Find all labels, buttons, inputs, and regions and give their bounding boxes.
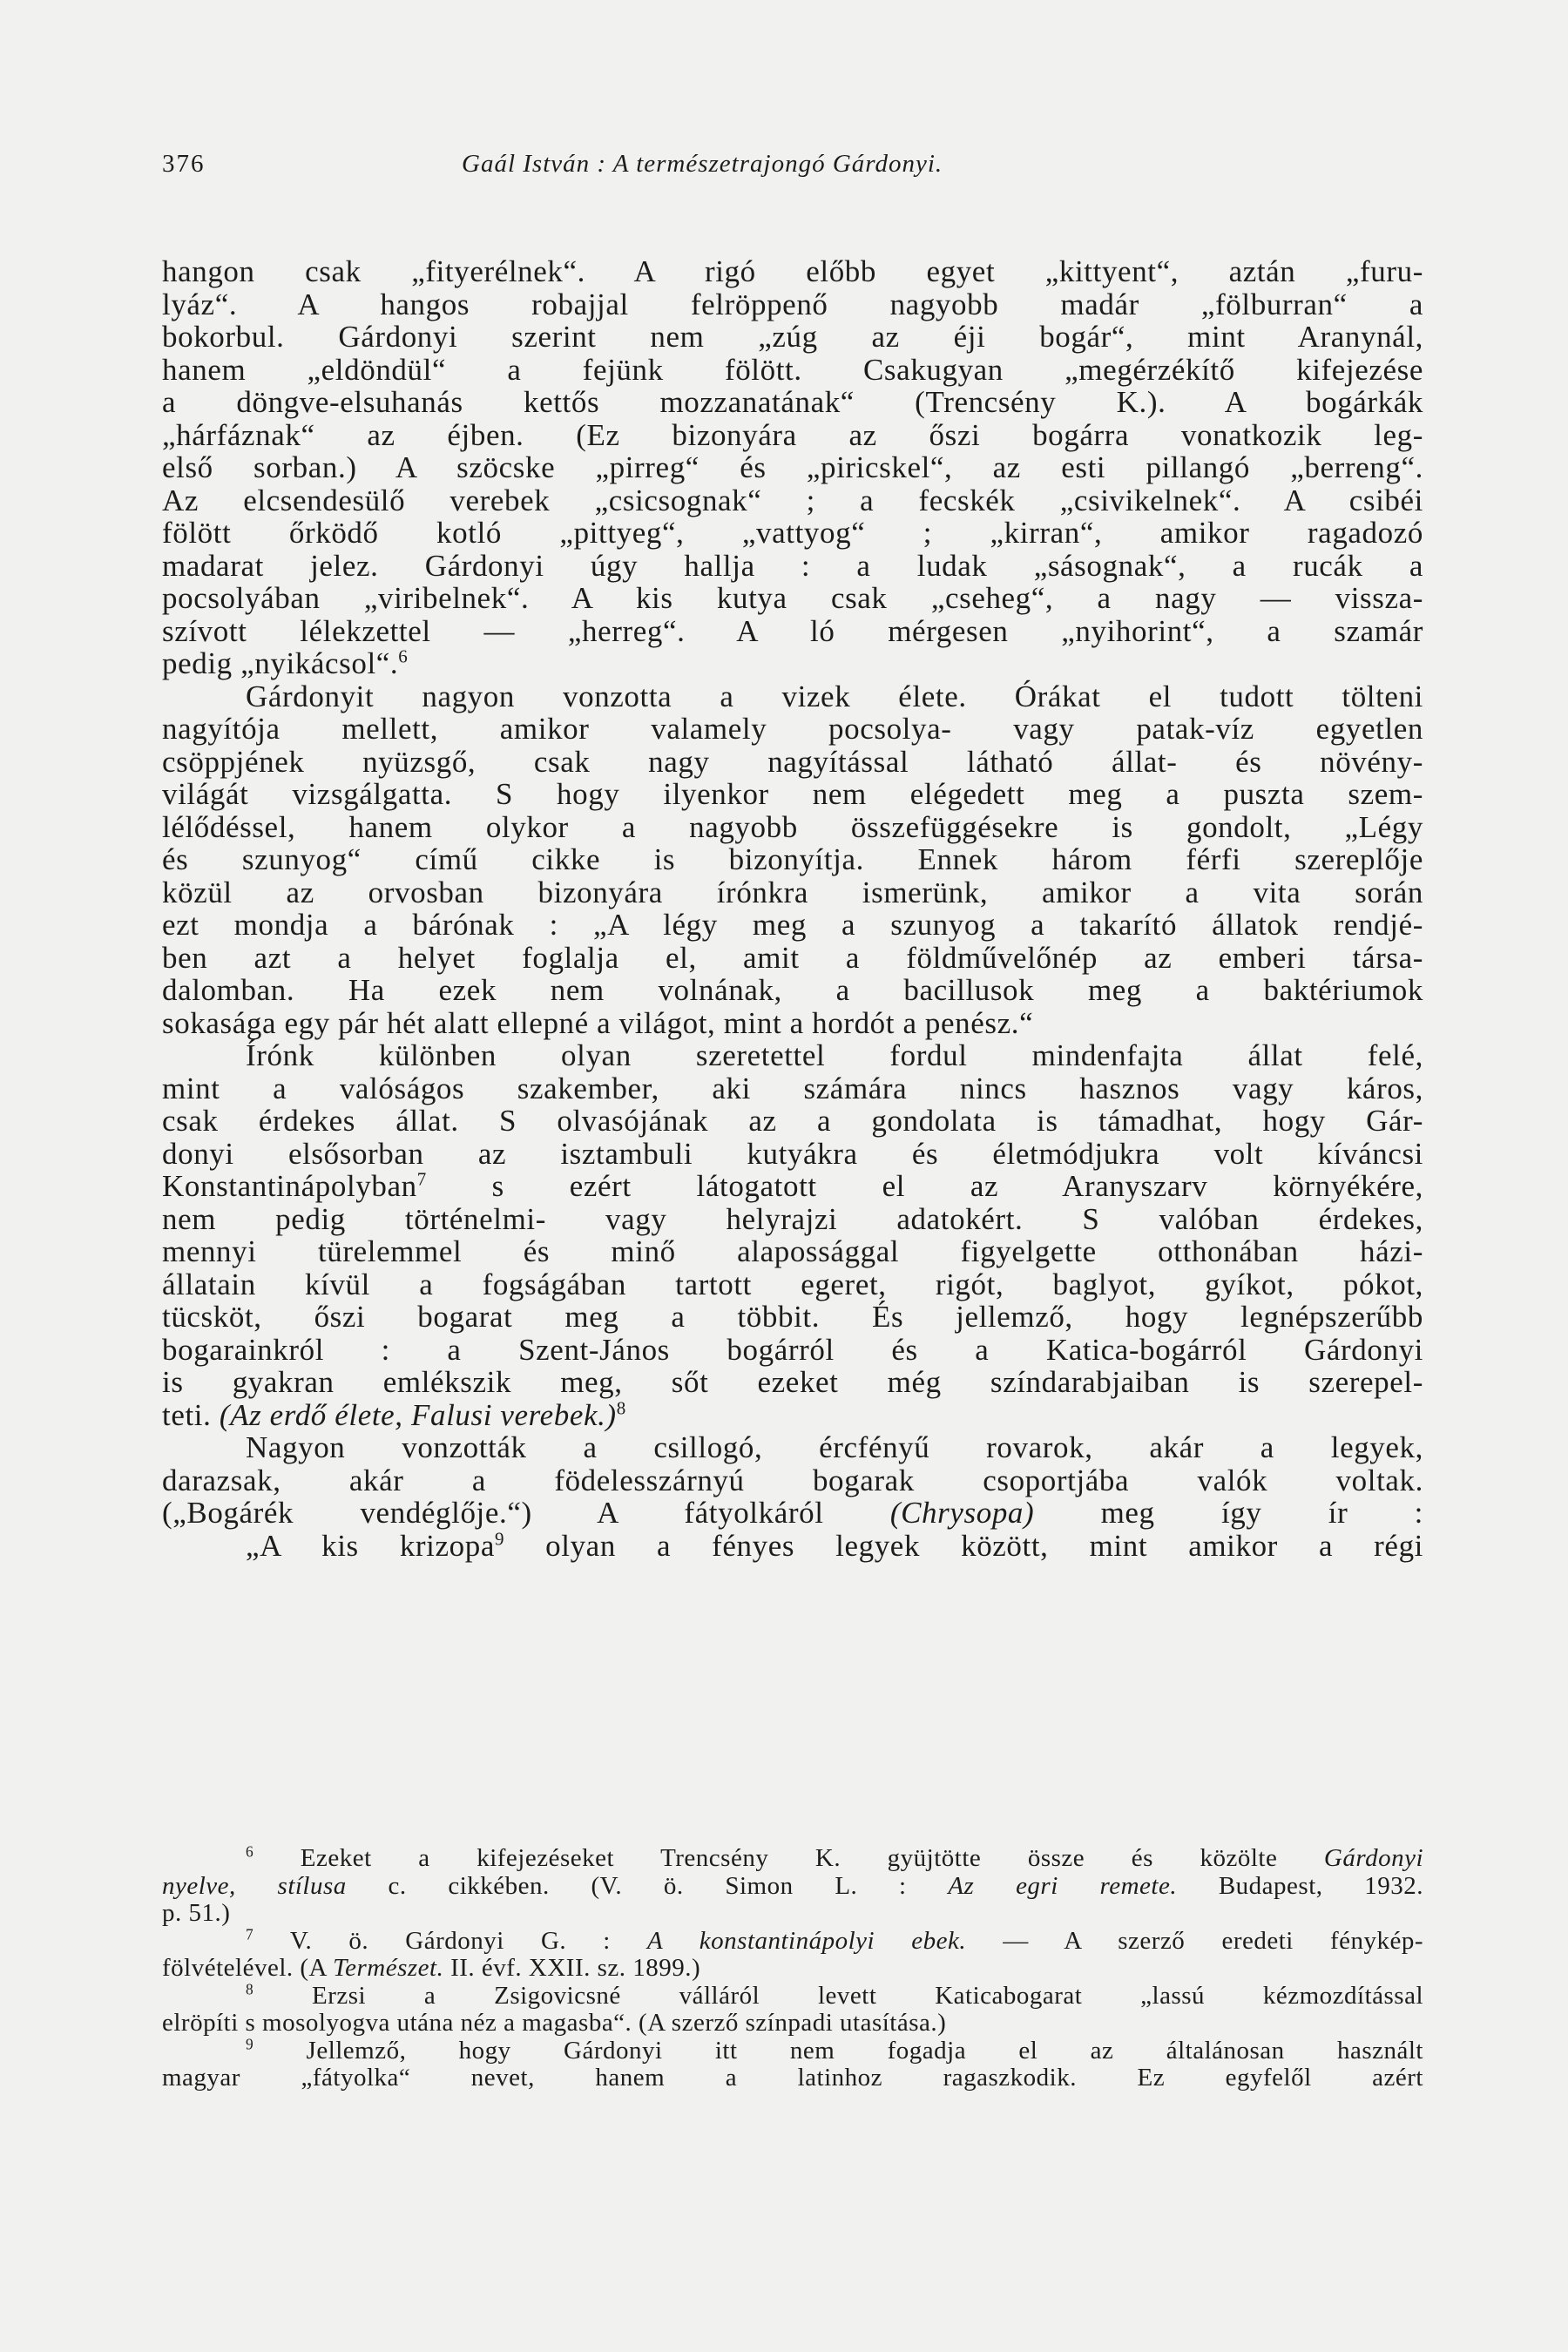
footnote-number: 9: [246, 2034, 254, 2052]
text-line: nem pedig történelmi- vagy helyrajzi adatokért. S valóban érdekes,: [162, 1201, 1423, 1236]
text-line: pocsolyában „viribelnek“. A kis kutya csak „cseheg“, a nagy — vissza-: [162, 581, 1423, 615]
text-line: hanem „eldöndül“ a fejünk fölött. Csakugyan „megérzékítő kifejezése: [162, 352, 1423, 387]
text-line: világát vizsgálgatta. S hogy ilyenkor nem elégedett meg a puszta szem-: [162, 777, 1423, 811]
footnote-italic: Gárdonyi: [1323, 1844, 1424, 1872]
text-line: és szunyog“ című cikke is bizonyítja. Ennek három férfi szereplője: [162, 842, 1423, 876]
footnote-ref: 7: [416, 1168, 427, 1190]
text-line: nagyítója mellett, amikor valamely pocsolya- vagy patak-víz egyetlen: [162, 712, 1423, 746]
text-line: „hárfáznak“ az éjben. (Ez bizonyára az őszi bogárra vonatkozik leg-: [162, 417, 1423, 452]
text-line: ezt mondja a bárónak : „A légy meg a szunyog a takarító állatok rendjé-: [162, 908, 1423, 942]
footnote-italic: A konstantinápolyi ebek.: [646, 1926, 967, 1955]
footnote-9-line: magyar „fátyolka“ nevet, hanem a latinhoz ragaszkodik. Ez egyfelől azért: [162, 2064, 1423, 2092]
footnote-6-line: [162, 1873, 1423, 1901]
footnote-text: V. ö. Gárdonyi G. :: [289, 1926, 611, 1955]
text-line: [162, 1396, 1423, 1432]
text-fragment: s ezért látogatott el az Aranyszarv környékére,: [491, 1169, 1423, 1203]
text-fragment: („Bogárék vendéglője.“) A fátyolkáról: [162, 1496, 824, 1530]
text-line: [162, 1497, 1423, 1530]
text-line: is gyakran emlékszik meg, sőt ezeket még színdarabjaiban is szerepel-: [162, 1365, 1423, 1399]
text-line: donyi elsősorban az isztambuli kutyákra és életmódjukra volt kíváncsi: [162, 1136, 1423, 1171]
text-line: Az elcsendesülő verebek „csicsognak“ ; a fecskék „csivikelnek“. A csibéi: [162, 483, 1423, 517]
text-fragment: olyan a fényes legyek között, mint amikor a régi: [545, 1528, 1423, 1563]
text-line: sokasága egy pár hét alatt ellepné a világot, mint a hordót a penész.“: [162, 1005, 1034, 1040]
footnotes: [162, 1842, 1424, 2092]
text-line: a döngve-elsuhanás kettős mozzanatának“ (Trencsény K.). A bogárkák: [162, 385, 1423, 419]
text-fragment: pedig „nyikácsol“.: [162, 646, 399, 680]
text-line: szívott lélekzettel — „herreg“. A ló mérgesen „nyihorint“, a szamár: [162, 613, 1423, 648]
text-line: első sorban.) A szöcske „pirreg“ és „piricskel“, az esti pillangó „berreng“.: [162, 450, 1423, 484]
footnote-number: 7: [246, 1924, 254, 1943]
main-text: [162, 255, 1423, 1562]
footnote-8-line: elröpíti s mosolyogva utána néz a magasba“. (A szerző színpadi utasítása.): [162, 2009, 947, 2037]
running-title: Gaál István : A természetrajongó Gárdonyi.: [462, 150, 943, 178]
text-line: fölött őrködő kotló „pittyeg“, „vattyog“ ; „kirran“, amikor ragadozó: [162, 516, 1423, 550]
text-line: bogarainkról : a Szent-János bogárról és a Katica-bogárról Gárdonyi: [162, 1332, 1423, 1367]
footnote-8: [162, 1979, 1424, 2011]
footnote-7: [162, 1924, 1424, 1956]
text-fragment: teti.: [162, 1397, 212, 1432]
footnote-text: c. cikkében. (V. ö. Simon L. :: [388, 1871, 907, 1900]
text-line: mennyi türelemmel és minő alapossággal figyelgette otthonában házi-: [162, 1234, 1423, 1268]
footnote-text: II. évf. XXII. sz. 1899.): [450, 1954, 701, 1982]
footnote-italic: Az egri remete.: [948, 1871, 1178, 1900]
text-line: darazsak, akár a födelesszárnyú bogarak csoportjába valók voltak.: [162, 1463, 1423, 1497]
text-line: tücsköt, őszi bogarat meg a többit. És jellemző, hogy legnépszerűbb: [162, 1300, 1423, 1334]
text-line: csak érdekes állat. S olvasójának az a gondolata is támadhat, hogy Gár-: [162, 1104, 1423, 1138]
footnote-text: Erzsi a Zsigovicsné válláról levett Katicabogarat „lassú kézmozdítással: [312, 1981, 1424, 2010]
footnote-italic: Természet.: [333, 1954, 444, 1982]
text-fragment: Konstantinápolyban: [162, 1169, 417, 1203]
footnote-italic: nyelve, stílusa: [162, 1871, 347, 1900]
text-line: állatain kívül a fogságában tartott egeret, rigót, baglyot, gyíkot, pókot,: [162, 1267, 1423, 1301]
italic-title: (Az erdő élete, Falusi verebek.): [219, 1397, 617, 1432]
italic-term: (Chrysopa): [889, 1496, 1035, 1530]
text-fragment: meg így ír :: [1100, 1496, 1423, 1530]
text-line: [162, 1170, 1423, 1203]
text-line: [162, 1527, 1423, 1563]
footnote-number: 8: [246, 1979, 254, 1997]
footnote-text: Budapest, 1932.: [1218, 1871, 1423, 1900]
text-line: lélődéssel, hanem olykor a nagyobb összefüggésekre is gondolt, „Légy: [162, 809, 1423, 844]
footnote-text: Ezeket a kifejezéseket Trencsény K. gyüjtötte össze és közölte: [300, 1844, 1278, 1872]
text-line: csöppjének nyüzsgő, csak nagy nagyítással látható állat- és növény-: [162, 744, 1423, 779]
footnote-text: Jellemző, hogy Gárdonyi itt nem fogadja el az általánosan használt: [306, 2036, 1423, 2065]
footnote-ref: 8: [616, 1396, 626, 1418]
text-line: ben azt a helyet foglalja el, amit a földművelőnép az emberi társa-: [162, 940, 1423, 975]
footnote-text: — A szerző eredeti fénykép-: [1003, 1926, 1424, 1955]
text-line: Gárdonyit nagyon vonzotta a vizek élete. Órákat el tudott tölteni: [246, 679, 1423, 713]
footnote-number: 6: [246, 1842, 254, 1861]
footnote-7-line: [162, 1955, 1423, 1983]
text-line: Nagyon vonzották a csillogó, ércfényű rovarok, akár a legyek,: [246, 1430, 1423, 1464]
text-line: közül az orvosban bizonyára írónkra ismerünk, amikor a vita során: [162, 875, 1423, 909]
text-fragment: „A kis krizopa: [246, 1528, 495, 1563]
footnote-9: [162, 2034, 1423, 2065]
footnote-text: fölvételével. (A: [162, 1954, 327, 1982]
text-line: hangon csak „fityerélnek“. A rigó előbb egyet „kittyent“, aztán „furu-: [162, 254, 1423, 288]
footnote-6-line: p. 51.): [162, 1899, 231, 1927]
text-line: [162, 647, 1423, 680]
footnote-ref: 6: [398, 645, 409, 667]
text-line: mint a valóságos szakember, aki számára nincs hasznos vagy káros,: [162, 1071, 1423, 1105]
text-line: dalomban. Ha ezek nem volnának, a bacillusok meg a baktériumok: [162, 973, 1423, 1007]
footnote-6: [162, 1842, 1424, 1873]
page-number: 376: [162, 150, 206, 178]
text-line: bokorbul. Gárdonyi szerint nem „zúg az éji bogár“, mint Aranynál,: [162, 320, 1423, 354]
footnote-ref: 9: [494, 1527, 505, 1549]
text-line: Írónk különben olyan szeretettel fordul mindenfajta állat felé,: [246, 1038, 1423, 1072]
text-line: lyáz“. A hangos robajjal felröppenő nagyobb madár „fölburran“ a: [162, 287, 1423, 321]
page-header: [162, 150, 1423, 188]
text-line: madarat jelez. Gárdonyi úgy hallja : a ludak „sásognak“, a rucák a: [162, 548, 1423, 583]
